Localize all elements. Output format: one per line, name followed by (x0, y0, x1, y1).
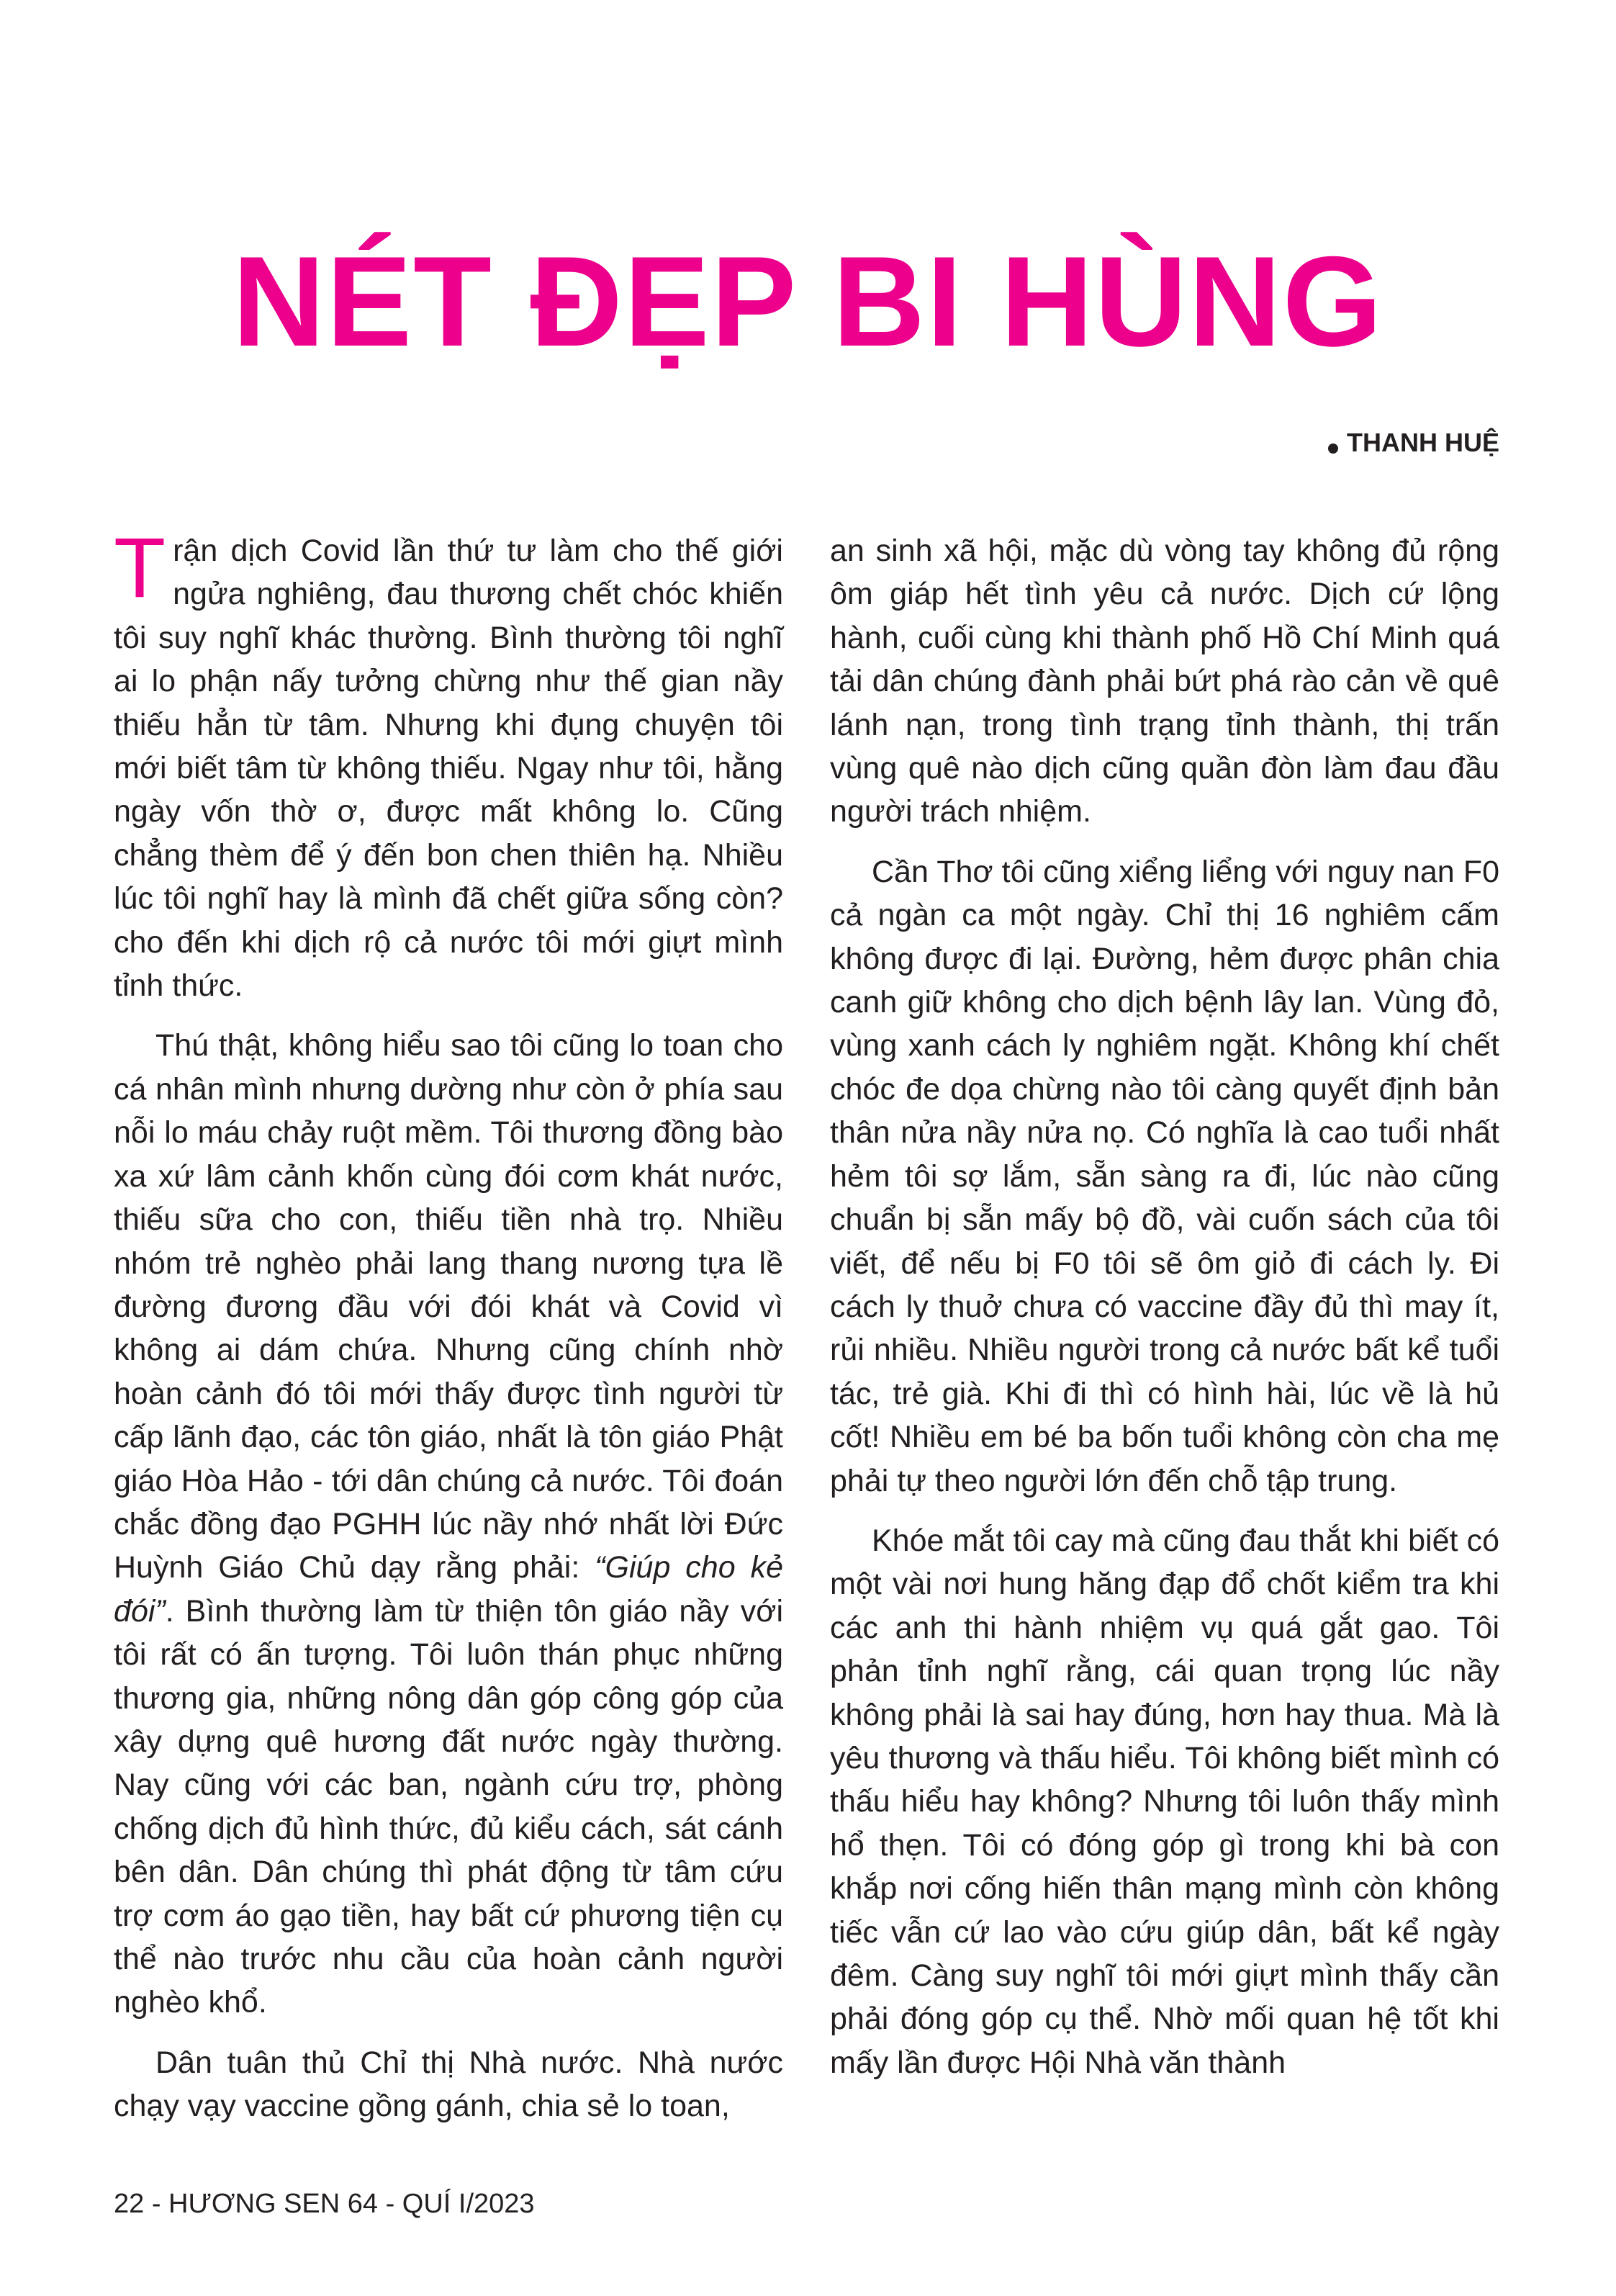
page-footer: 22 - HƯƠNG SEN 64 - QUÍ I/2023 (114, 2189, 535, 2219)
paragraph-text: Cần Thơ tôi cũng xiểng liểng với nguy nan F0 cả ngàn ca một ngày. Chỉ thị 16 nghiêm cấm không được đi lại. Đường, hẻm được phân chia canh giữ không cho dịch bệnh lây lan. Vùng đỏ, vùng xanh cách ly nghiêm ngặt. Không khí chết chóc đe dọa chừng nào tôi càng quyết định bản thân nửa nầy nửa nọ. Có nghĩa là cao tuổi nhất hẻm tôi sợ lắm, sẵn sàng ra đi, lúc nào cũng chuẩn bị sẵn mấy bộ đồ, vài cuốn sách của tôi viết, để nếu bị F0 tôi sẽ ôm giỏ đi cách ly. Đi cách ly thuở chưa có vaccine đầy đủ thì may ít, rủi nhiều. Nhiều người trong cả nước bất kể tuổi tác, trẻ già. Khi đi thì có hình hài, lúc về là hủ cốt! Nhiều em bé ba bốn tuổi không còn cha mẹ phải tự theo người lớn đến chỗ tập trung. (830, 854, 1499, 1498)
paragraph-text: rận dịch Covid lần thứ tư làm cho thế giới ngửa nghiêng, đau thương chết chóc khiến tôi suy nghĩ khác thường. Bình thường tôi nghĩ ai lo phận nấy tưởng chừng như thế gian nầy thiếu hẳn từ tâm. Nhưng khi đụng chuyện tôi mới biết tâm từ không thiếu. Ngay như tôi, hằng ngày vốn thờ ơ, được mất không lo. Cũng chẳng thèm để ý đến bon chen thiên hạ. Nhiều lúc tôi nghĩ hay là mình đã chết giữa sống còn? cho đến khi dịch rộ cả nước tôi mới giựt mình tỉnh thức. (114, 534, 783, 1004)
paragraph (830, 529, 1499, 834)
paragraph (114, 2041, 783, 2128)
author-name: THANH HUỆ (1347, 428, 1499, 457)
paragraph (830, 850, 1499, 1503)
paragraph (114, 521, 783, 1007)
right-column (830, 529, 1499, 2101)
paragraph-text: an sinh xã hội, mặc dù vòng tay không đủ rộng ôm giáp hết tình yêu cả nước. Dịch cứ lộng hành, cuối cùng khi thành phố Hồ Chí Minh quá tải dân chúng đành phải bứt phá rào cản về quê lánh nạn, trong tình trạng tỉnh thành, thị trấn vùng quê nào dịch cũng quần đòn làm đau đầu người trách nhiệm. (830, 534, 1499, 829)
quote-text: “Giúp cho kẻ đói” (114, 1550, 783, 1629)
paragraph (830, 1519, 1499, 2084)
paragraph-text: Khóe mắt tôi cay mà cũng đau thắt khi biết có một vài nơi hung hăng đạp đổ chốt kiểm tra khi các anh thi hành nhiệm vụ quá gắt gao. Tôi phản tỉnh nghĩ rằng, cái quan trọng lúc nầy không phải là sai hay đúng, hơn hay thua. Mà là yêu thương và thấu hiểu. Tôi không biết mình có thấu hiểu hay không? Nhưng tôi luôn thấy mình hổ thẹn. Tôi có đóng góp gì trong khi bà con khắp nơi cống hiến thân mạng mình còn không tiếc vẫn cứ lao vào cứu giúp dân, bất kể ngày đêm. Càng suy nghĩ tôi mới giựt mình thấy cần phải đóng góp cụ thể. Nhờ mối quan hệ tốt khi mấy lần được Hội Nhà văn thành (830, 1523, 1499, 2080)
left-column (114, 521, 783, 2145)
paragraph-text: . Bình thường làm từ thiện tôn giáo nầy với tôi rất có ấn tượng. Tôi luôn thán phục những thương gia, những nông dân góp công góp của xây dựng quê hương đất nước ngày thường. Nay cũng với các ban, ngành cứu trợ, phòng chống dịch đủ hình thức, đủ kiểu cách, sát cánh bên dân. Dân chúng thì phát động từ tâm cứu trợ cơm áo gạo tiền, hay bất cứ phương tiện cụ thể nào trước nhu cầu của hoàn cảnh người nghèo khổ. (114, 1593, 783, 2020)
drop-cap: T (114, 521, 166, 616)
paragraph-text: Thú thật, không hiểu sao tôi cũng lo toan cho cá nhân mình nhưng dường như còn ở phía sau nỗi lo máu chảy ruột mềm. Tôi thương đồng bào xa xứ lâm cảnh khốn cùng đói cơm khát nước, thiếu sữa cho con, thiếu tiền nhà trọ. Nhiều nhóm trẻ nghèo phải lang thang nương tựa lề đường đương đầu với đói khát và Covid vì không ai dám chứa. Nhưng cũng chính nhờ hoàn cảnh đó tôi mới thấy được tình người từ cấp lãnh đạo, các tôn giáo, nhất là tôn giáo Phật giáo Hòa Hảo - tới dân chúng cả nước. Tôi đoán chắc đồng đạo PGHH lúc nầy nhớ nhất lời Đức Huỳnh Giáo Chủ dạy rằng phải: (114, 1028, 783, 1585)
bullet-icon (1328, 444, 1338, 454)
paragraph-text: Dân tuân thủ Chỉ thị Nhà nước. Nhà nước chạy vạy vaccine gồng gánh, chia sẻ lo toan, (114, 2045, 783, 2124)
author-byline (1328, 428, 1499, 458)
article-title: NÉT ĐẸP BI HÙNG (232, 230, 1384, 373)
paragraph (114, 1024, 783, 2024)
